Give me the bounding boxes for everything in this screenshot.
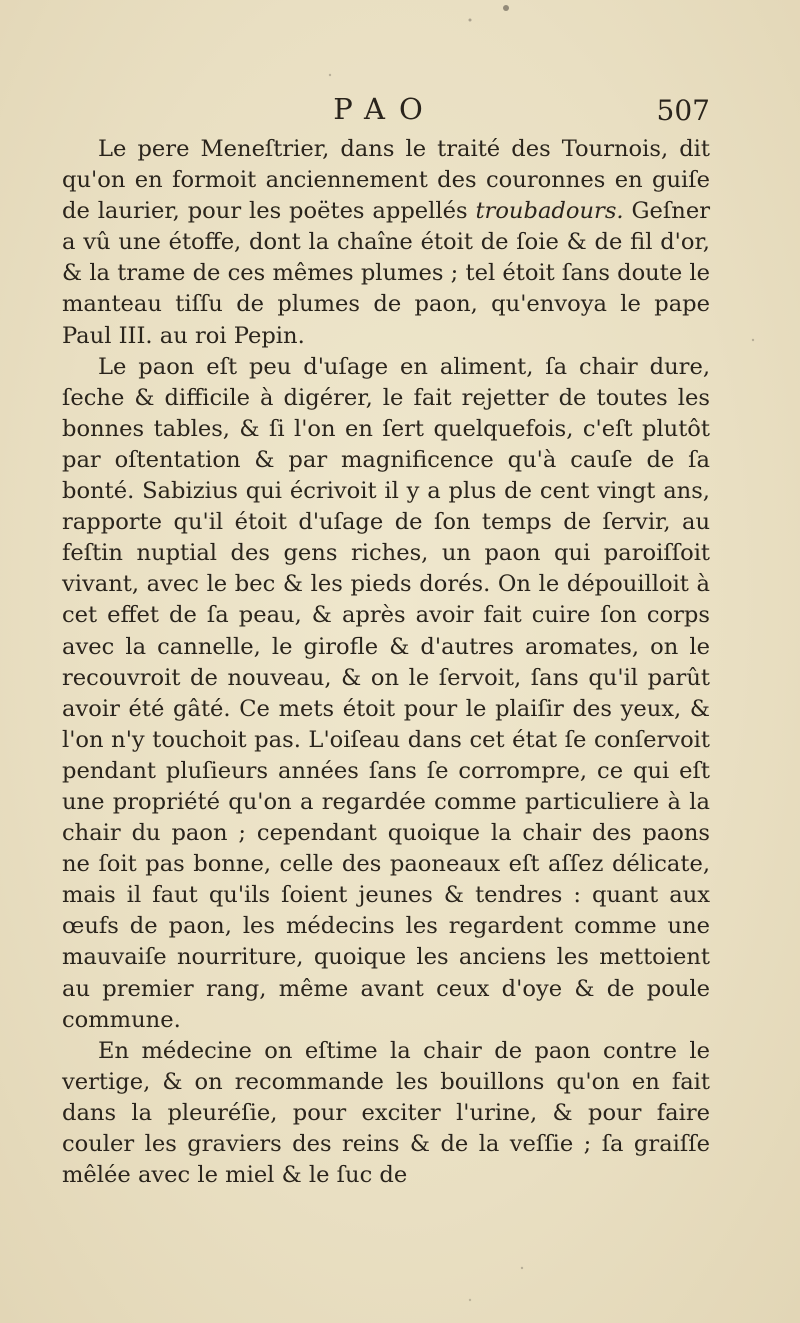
speck — [521, 1267, 523, 1269]
running-head: PAO — [333, 92, 437, 126]
paragraph-1-text-start: Le pere Meneſtrier, dans le traité des Tournois, dit qu'on en formoit anciennement des couronnes en guiſe de laurier, pour les poëtes appellés — [62, 136, 710, 225]
paragraph-3: En médecine on eſtime la chair de paon contre le vertige, & on recommande les bouillons qu'on en fait dans la pleuréſie, pour exciter l'urine, & pour faire couler les graviers des reins & de la veſſie ; ſa graiſſe mêlée avec le miel & le ſuc de — [62, 1037, 710, 1189]
speck — [503, 5, 509, 11]
paragraph-1 — [62, 134, 710, 352]
page-number: 507 — [656, 94, 710, 127]
speck — [469, 1299, 471, 1301]
body-text — [62, 134, 710, 1191]
speck — [329, 74, 331, 76]
paragraph-1-text-end: Geſner a vû une étoffe, dont la chaîne étoit de ſoie & de fil d'or, & la trame de ces mêmes plumes ; tel étoit ſans doute le manteau tiſſu de plumes de paon, qu'envoya le pape Paul III. au roi Pepin. — [62, 198, 710, 349]
paragraph-1-italic-term: troubadours. — [475, 198, 624, 225]
page-header — [60, 92, 710, 132]
speck — [752, 339, 754, 341]
speck — [469, 19, 472, 22]
paragraph-2: Le paon eſt peu d'uſage en aliment, ſa chair dure, ſeche & difficile à digérer, le fait rejetter de toutes les bonnes tables, & ſi l'on en ſert quelquefois, c'eſt plutôt par oſtentation & par magnificence qu'à cauſe de ſa bonté. Sabizius qui écrivoit il y a plus de cent vingt ans, rapporte qu'il étoit d'uſage de ſon temps de ſervir, au feſtin nuptial des gens riches, un paon qui paroiſſoit vivant, avec le bec & les pieds dorés. On le dépouilloit à cet effet de ſa peau, & après avoir fait cuire ſon corps avec la cannelle, le girofle & d'autres aromates, on le recouvroit de nouveau, & on le ſervoit, ſans qu'il parût avoir été gâté. Ce mets étoit pour le plaiſir des yeux, & l'on n'y touchoit pas. L'oiſeau dans cet état ſe conſervoit pendant pluſieurs années ſans ſe corrompre, ce qui eſt une propriété qu'on a regardée comme particuliere à la chair du paon ; cependant quoique la chair des paons ne ſoit pas bonne, celle des paoneaux eſt aſſez délicate, mais il faut qu'ils ſoient jeunes & tendres : quant aux œufs de paon, les médecins les regardent comme une mauvaiſe nourriture, quoique les anciens les mettoient au premier rang, même avant ceux d'oye & de poule commune. — [62, 353, 710, 1033]
